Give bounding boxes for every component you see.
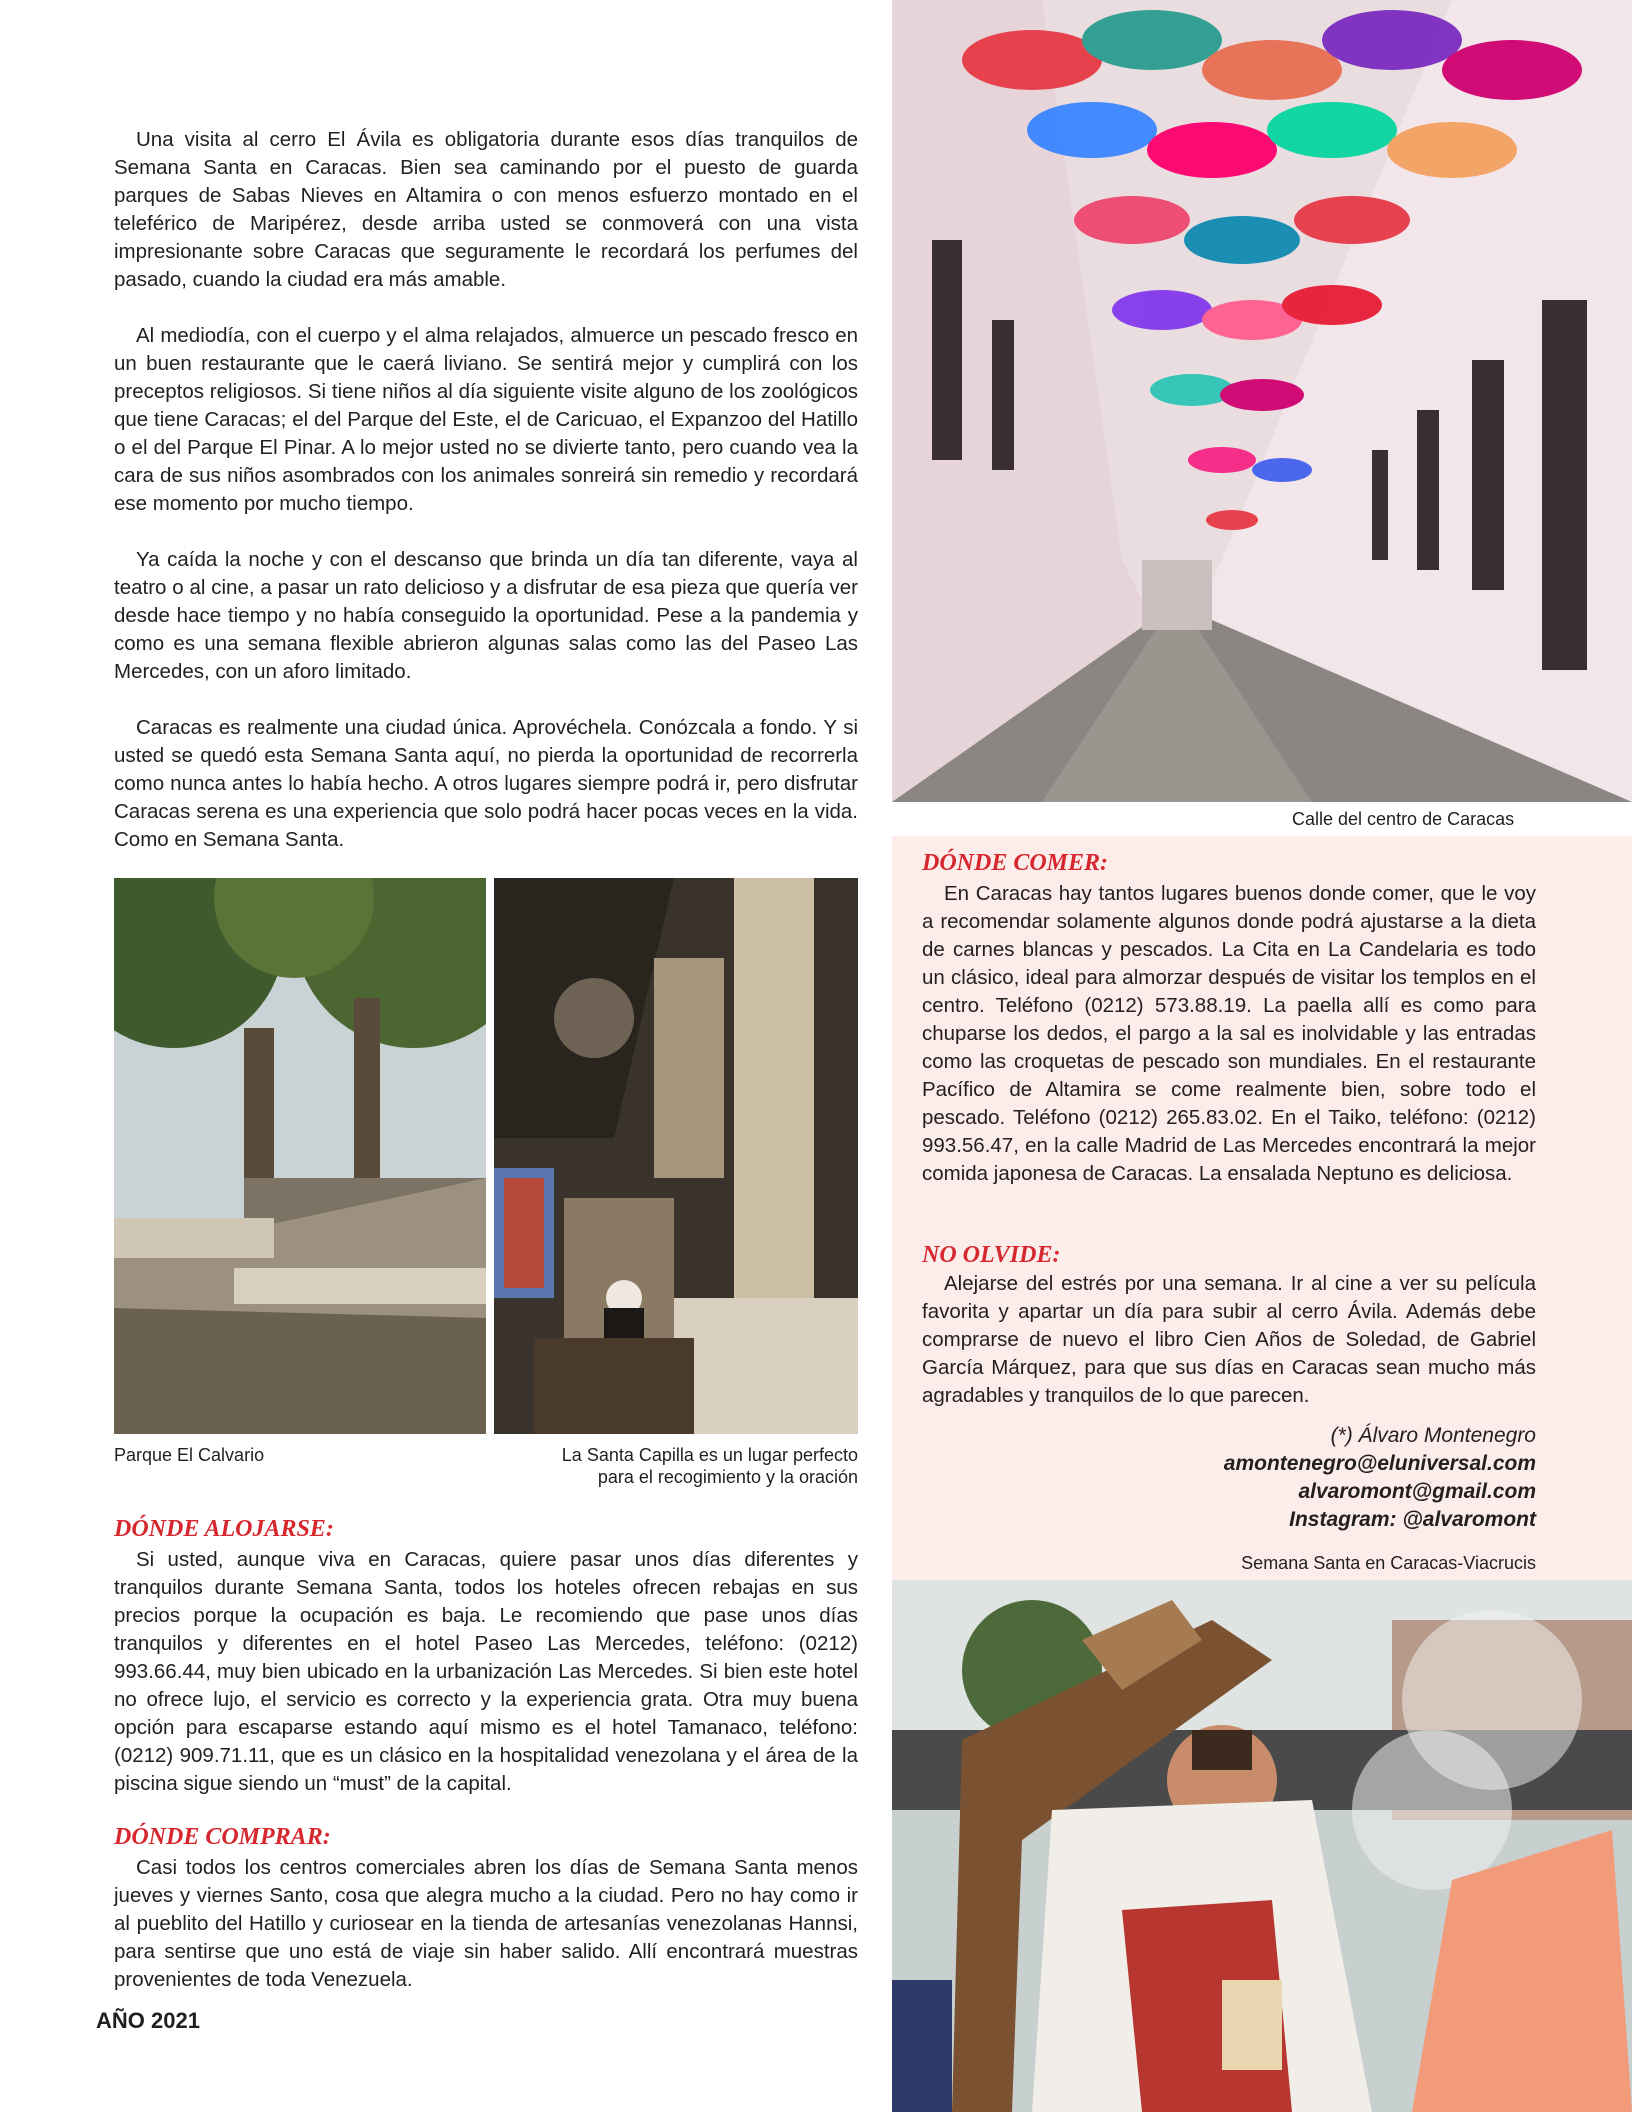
body-paragraph-1: Una visita al cerro El Ávila es obligatoria durante esos días tranquilos de Semana Santa en Caracas. Bien sea caminando por el puesto de guarda parques de Sabas Nieves en Altamira o con menos esfuerzo montado en el teleférico de Maripérez, desde arriba usted se conmoverá con una vista impresionante sobre Caracas que seguramente le recordará los perfumes del pasado, cuando la ciudad era más amable. <box>114 128 858 291</box>
signature-email-2: alvaromont@gmail.com <box>1298 1480 1536 1503</box>
caption-capilla-line-1: La Santa Capilla es un lugar perfecto <box>561 1445 858 1465</box>
section-title-comprar: DÓNDE COMPRAR: <box>114 1824 331 1850</box>
signature-instagram: Instagram: @alvaromont <box>1289 1508 1536 1531</box>
section-title-olvide: NO OLVIDE: <box>922 1242 1061 1268</box>
footer-year: AÑO 2021 <box>96 2008 200 2033</box>
caption-capilla-line-2: para el recogimiento y la oración <box>597 1467 858 1487</box>
section-text-comprar: Casi todos los centros comerciales abren los días de Semana Santa menos jueves y viernes Santo, cosa que alegra mucho a la ciudad. Pero no hay como ir al pueblito del Hatillo y curiosear en la tienda de artesanías venezolanas Hannsi, para sentirse que uno está de viaje sin haber salido. Allí encontrará muestras provenientes de toda Venezuela. <box>114 1856 858 1991</box>
signature-email-1: amontenegro@eluniversal.com <box>1223 1452 1536 1475</box>
parque-calvario-photo <box>114 878 486 1434</box>
body-paragraph-2: Al mediodía, con el cuerpo y el alma relajados, almuerce un pescado fresco en un buen restaurante que le caerá liviano. Se sentirá mejor y cumplirá con los preceptos religiosos. Si tiene niños al día siguiente visite alguno de los zoológicos que tiene Caracas; el del Parque del Este, el de Caricuao, el Expanzoo del Hatillo o el del Parque El Pinar. A lo mejor usted no se divierte tanto, pero cuando vea la cara de sus niños asombrados con los animales sonreirá sin remedio y recordará ese momento por mucho tiempo. <box>114 324 858 515</box>
section-title-alojarse: DÓNDE ALOJARSE: <box>114 1516 334 1542</box>
body-paragraph-3: Ya caída la noche y con el descanso que brinda un día tan diferente, vaya al teatro o al cine, a pasar un rato delicioso y a disfrutar de esa pieza que quería ver desde hace tiempo y no había conseguido la oportunidad. Pese a la pandemia y como es una semana flexible abrieron algunas salas como las del Paseo Las Mercedes, con un aforo limitado. <box>114 548 858 683</box>
body-paragraph-4: Caracas es realmente una ciudad única. Aprovéchela. Conózcala a fondo. Y si usted se quedó esta Semana Santa aquí, no pierda la oportunidad de recorrerla como nunca antes lo había hecho. A otros lugares siempre podrá ir, pero disfrutar Caracas serena es una experiencia que solo podrá hacer pocas veces en la vida. Como en Semana Santa. <box>114 716 858 851</box>
street-umbrellas-photo <box>892 0 1632 802</box>
caption-calle: Calle del centro de Caracas <box>1292 809 1515 829</box>
section-text-comer: En Caracas hay tantos lugares buenos donde comer, que le voy a recomendar solamente algunos donde podrá ajustarse a la dieta de carnes blancas y pescados. La Cita en La Candelaria es todo un clásico, ideal para almorzar después de visitar los templos en el centro. Teléfono (0212) 573.88.19. La paella allí es como para chuparse los dedos, el pargo a la sal es inolvidable y las entradas como las croquetas de pescado son mundiales. En el restaurante Pacífico de Altamira se come realmente bien, sobre todo el pescado. Teléfono (0212) 265.83.02. En el Taiko, teléfono: (0212) 993.56.47, en la calle Madrid de Las Mercedes encontrará la mejor comida japonesa de Caracas. La ensalada Neptuno es deliciosa. <box>922 882 1536 1185</box>
signature-author: (*) Álvaro Montenegro <box>1330 1424 1536 1447</box>
santa-capilla-photo <box>494 878 858 1434</box>
section-text-olvide: Alejarse del estrés por una semana. Ir al cine a ver su película favorita y apartar un día para subir al cerro Ávila. Además debe comprarse de nuevo el libro Cien Años de Soledad, de Gabriel García Márquez, para que sus días en Caracas sean mucho más agradables y tranquilos de lo que parecen. <box>922 1272 1536 1407</box>
caption-viacrucis: Semana Santa en Caracas-Viacrucis <box>1241 1553 1536 1573</box>
viacrucis-photo <box>892 1580 1632 2112</box>
section-text-alojarse: Si usted, aunque viva en Caracas, quiere pasar unos días diferentes y tranquilos durante Semana Santa, todos los hoteles ofrecen rebajas en sus precios porque la ocupación es baja. Le recomiendo que pase unos días tranquilos y diferentes en el hotel Paseo Las Mercedes, teléfono: (0212) 993.66.44, muy bien ubicado en la urbanización Las Mercedes. Si bien este hotel no ofrece lujo, el servicio es correcto y la experiencia grata. Otra muy buena opción para escaparse estando aquí mismo es el hotel Tamanaco, teléfono: (0212) 909.71.11, que es un clásico en la hospitalidad venezolana y el área de la piscina sigue siendo un “must” de la capital. <box>114 1548 858 1795</box>
section-title-comer: DÓNDE COMER: <box>922 850 1109 876</box>
caption-parque: Parque El Calvario <box>114 1445 265 1465</box>
